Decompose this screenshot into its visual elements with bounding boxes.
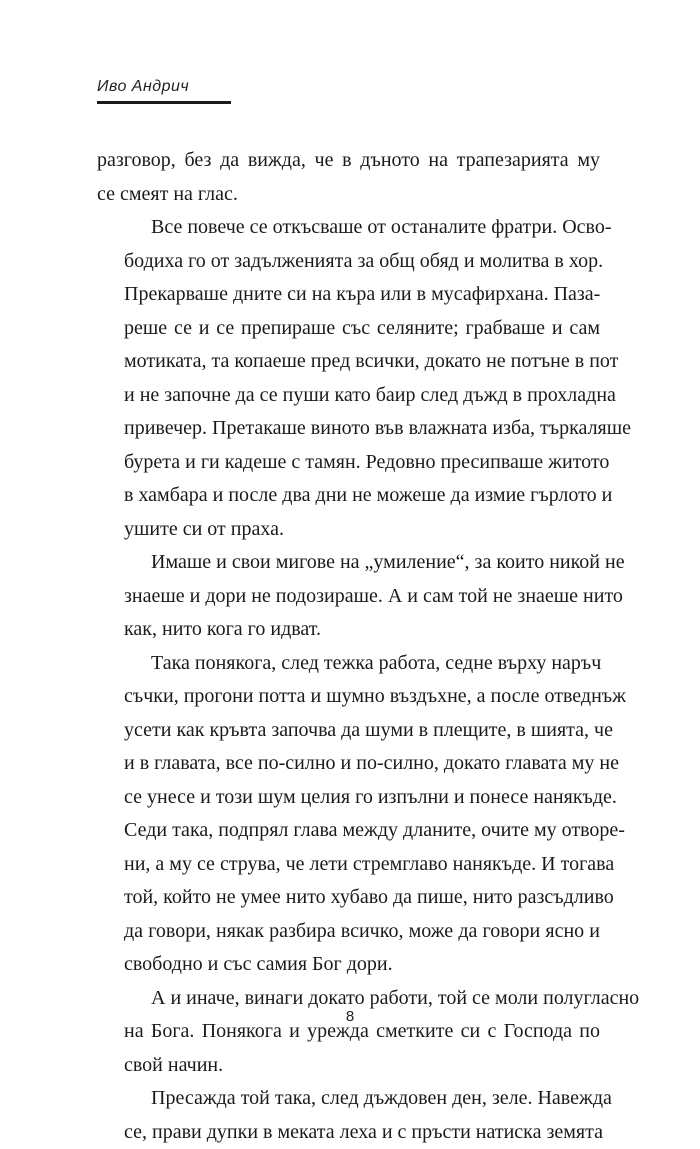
paragraph: [97, 647, 600, 982]
text-line: бурета и ги кадеше с тамян. Редовно пресипваше житото: [97, 446, 600, 480]
text-line: разговор, без да вижда, че в дъното на трапезарията му: [97, 144, 600, 178]
page-number: 8: [0, 1008, 700, 1025]
text-line: как, нито кога го идват.: [97, 613, 600, 647]
text-line: и не започне да се пуши като баир след дъжд в прохладна: [97, 379, 600, 413]
text-line: ни, а му се струва, че лети стремглаво нанякъде. И тогава: [97, 848, 600, 882]
text-line: на Бога. Понякога и урежда сметките си с Господа по: [97, 1015, 600, 1049]
text-line: свой начин.: [97, 1049, 600, 1083]
text-line: Така понякога, след тежка работа, седне върху наръч: [97, 647, 600, 681]
paragraph: [97, 211, 600, 546]
text-line: знаеше и дори не подозираше. А и сам той не знаеше нито: [97, 580, 600, 614]
body-text: [97, 144, 600, 1149]
text-line: Имаше и свои мигове на „умиление“, за които никой не: [97, 546, 600, 580]
text-line: се смеят на глас.: [97, 178, 600, 212]
text-line: реше се и се препираше със селяните; грабваше и сам: [97, 312, 600, 346]
text-line: бодиха го от задълженията за общ обяд и молитва в хор.: [97, 245, 600, 279]
text-line: Все повече се откъсваше от останалите фратри. Осво-: [97, 211, 600, 245]
text-line: А и иначе, винаги докато работи, той се моли полугласно: [97, 982, 600, 1016]
text-line: Седи така, подпрял глава между дланите, очите му отворе-: [97, 814, 600, 848]
text-line: Прекарваше дните си на кърa или в мусафирхана. Паза-: [97, 278, 600, 312]
text-line: и в главата, все по-силно и по-силно, докато главата му не: [97, 747, 600, 781]
paragraph: [97, 144, 600, 211]
running-head-author: Иво Андрич: [97, 78, 189, 96]
text-line: ушите си от праха.: [97, 513, 600, 547]
text-line: той, който не умее нито хубаво да пише, нито разсъдливо: [97, 881, 600, 915]
paragraph: [97, 1082, 600, 1149]
text-line: се унесе и този шум целия го изпълни и понесе нанякъде.: [97, 781, 600, 815]
text-line: съчки, прогони потта и шумно въздъхне, а после отведнъж: [97, 680, 600, 714]
text-line: мотиката, та копаеше пред всички, докато не потъне в пот: [97, 345, 600, 379]
text-line: свободно и със самия Бог дори.: [97, 948, 600, 982]
text-line: усети как кръвта започва да шуми в плещите, в шията, че: [97, 714, 600, 748]
paragraph: [97, 982, 600, 1083]
text-line: в хамбара и после два дни не можеше да измие гърлото и: [97, 479, 600, 513]
text-line: да говори, някак разбира всичко, може да говори ясно и: [97, 915, 600, 949]
header-rule: [97, 101, 231, 104]
text-line: привечер. Претакаше виното във влажната изба, търкаляше: [97, 412, 600, 446]
text-line: Пресажда той така, след дъждовен ден, зеле. Навежда: [97, 1082, 600, 1116]
paragraph: [97, 546, 600, 647]
text-line: се, прави дупки в меката леха и с пръсти натиска земята: [97, 1116, 600, 1149]
